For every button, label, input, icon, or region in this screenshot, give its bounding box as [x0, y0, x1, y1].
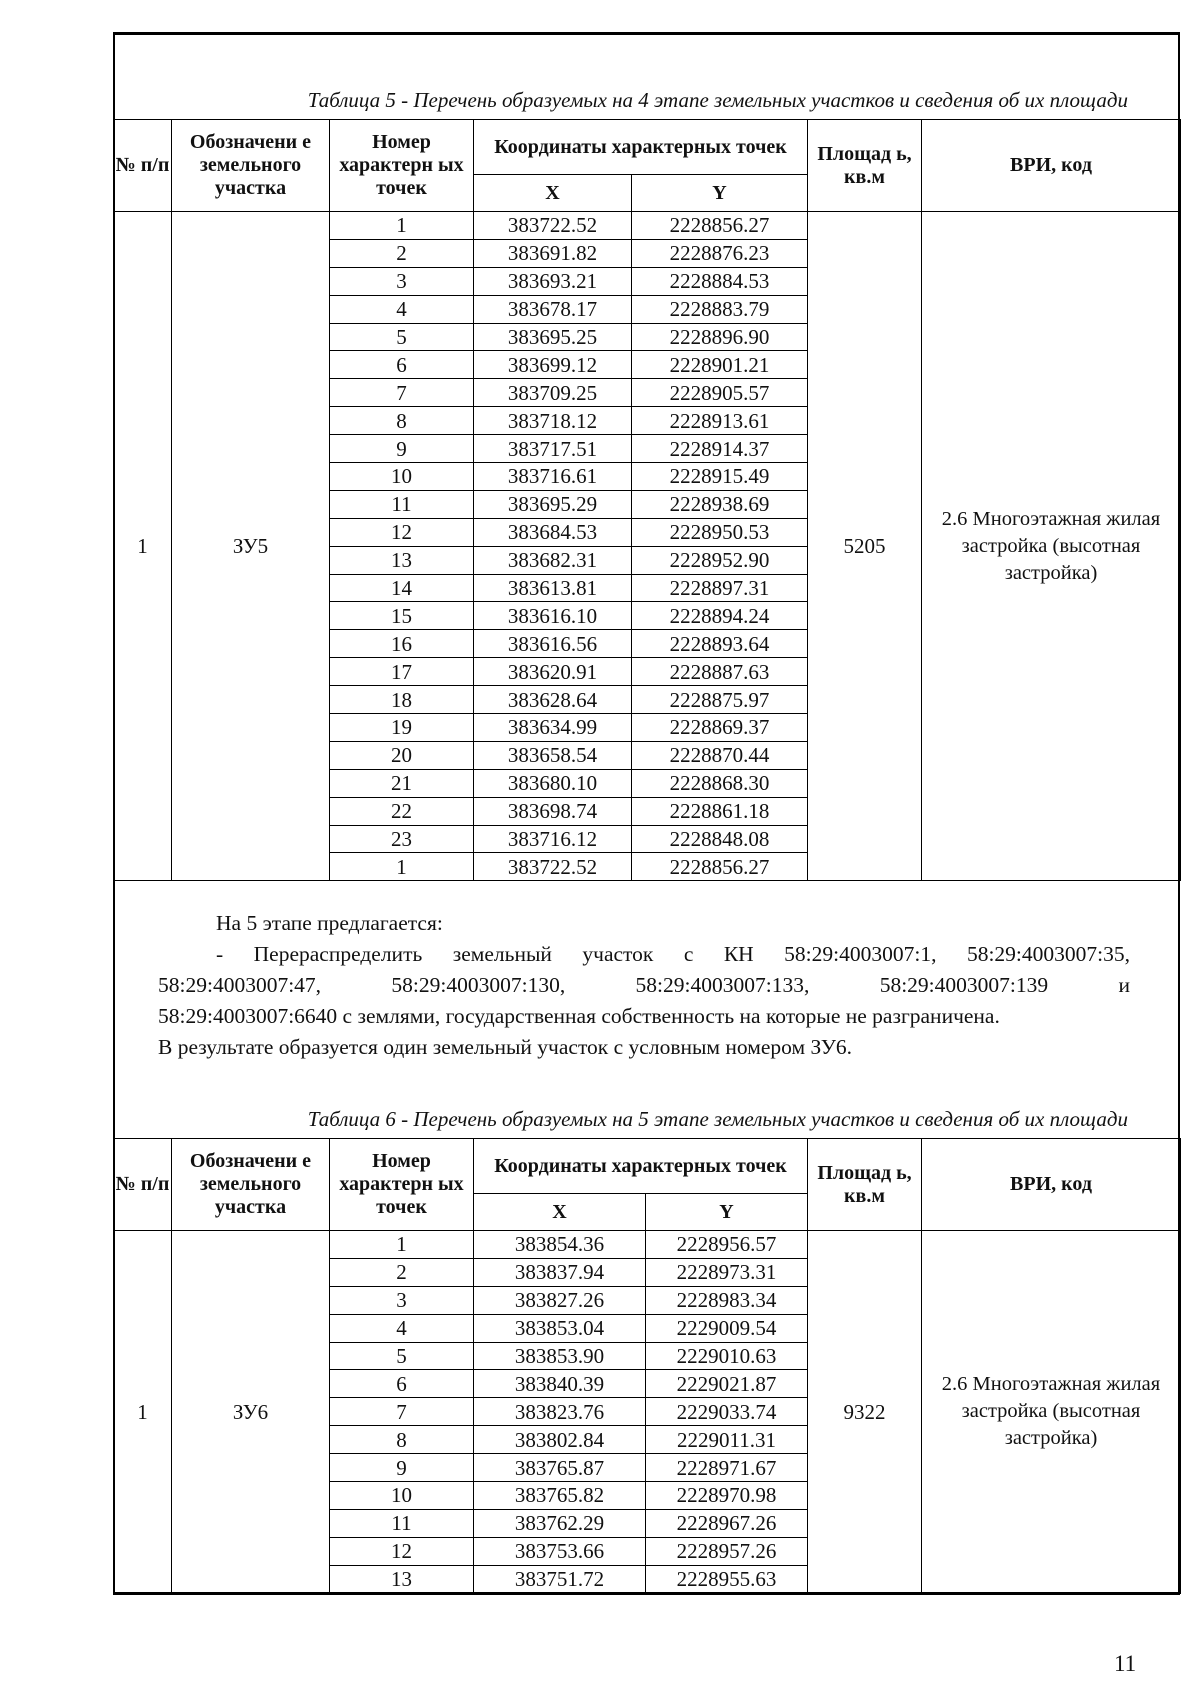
point-number-cell: 11 — [330, 490, 474, 518]
table5-body — [114, 212, 1181, 881]
point-number-cell: 5 — [330, 1342, 474, 1370]
header-vri: ВРИ, код — [922, 120, 1181, 212]
coord-x-cell: 383853.04 — [474, 1314, 646, 1342]
point-number-cell: 10 — [330, 463, 474, 491]
point-number-cell: 1 — [330, 1231, 474, 1259]
point-number-cell: 22 — [330, 797, 474, 825]
point-number-cell: 11 — [330, 1509, 474, 1537]
point-number-cell: 14 — [330, 574, 474, 602]
point-number-cell: 13 — [330, 546, 474, 574]
point-number-cell: 1 — [330, 853, 474, 881]
stage5-line4: В результате образуется один земельный участок с условным номером ЗУ6. — [158, 1035, 853, 1059]
coord-y-cell: 2229033.74 — [646, 1398, 808, 1426]
coord-x-cell: 383613.81 — [474, 574, 632, 602]
point-number-cell: 4 — [330, 1314, 474, 1342]
table-row — [114, 212, 1181, 240]
coord-x-cell: 383837.94 — [474, 1258, 646, 1286]
coord-x-cell: 383684.53 — [474, 518, 632, 546]
header-area: Площад ь, кв.м — [808, 1139, 922, 1231]
coord-x-cell: 383717.51 — [474, 435, 632, 463]
header-point-number: Номер характерн ых точек — [330, 1139, 474, 1231]
coord-x-cell: 383751.72 — [474, 1565, 646, 1593]
coord-y-cell: 2228983.34 — [646, 1286, 808, 1314]
coord-x-cell: 383620.91 — [474, 658, 632, 686]
coord-y-cell: 2228848.08 — [632, 825, 808, 853]
stage5-intro: На 5 этапе предлагается: — [216, 911, 443, 935]
point-number-cell: 10 — [330, 1482, 474, 1510]
table6 — [113, 1138, 1181, 1594]
point-number-cell: 9 — [330, 435, 474, 463]
point-number-cell: 21 — [330, 769, 474, 797]
coord-y-cell: 2228905.57 — [632, 379, 808, 407]
coord-x-cell: 383765.87 — [474, 1454, 646, 1482]
coord-x-cell: 383691.82 — [474, 239, 632, 267]
parcel-area: 5205 — [808, 212, 922, 881]
parcel-vri: 2.6 Многоэтажная жилая застройка (высотная застройка) — [922, 212, 1181, 881]
page-number: 11 — [1114, 1651, 1137, 1676]
header-x: X — [474, 175, 632, 212]
point-number-cell: 12 — [330, 1537, 474, 1565]
coord-y-cell: 2228973.31 — [646, 1258, 808, 1286]
point-number-cell: 2 — [330, 239, 474, 267]
coord-x-cell: 383693.21 — [474, 267, 632, 295]
header-y: Y — [632, 175, 808, 212]
table-row — [114, 1231, 1181, 1259]
header-designation: Обозначени е земельного участка — [172, 1139, 330, 1231]
stage5-line3: 58:29:4003007:6640 с землями, государственная собственность на которые не разграничена. — [158, 1004, 1000, 1028]
coord-x-cell: 383678.17 — [474, 295, 632, 323]
point-number-cell: 23 — [330, 825, 474, 853]
header-designation: Обозначени е земельного участка — [172, 120, 330, 212]
stage5-text — [158, 908, 1130, 1063]
coord-y-cell: 2228869.37 — [632, 714, 808, 742]
coord-y-cell: 2228956.57 — [646, 1231, 808, 1259]
coord-y-cell: 2228952.90 — [632, 546, 808, 574]
coord-y-cell: 2229010.63 — [646, 1342, 808, 1370]
coord-x-cell: 383802.84 — [474, 1426, 646, 1454]
coord-y-cell: 2228957.26 — [646, 1537, 808, 1565]
point-number-cell: 8 — [330, 407, 474, 435]
point-number-cell: 9 — [330, 1454, 474, 1482]
coord-y-cell: 2228955.63 — [646, 1565, 808, 1593]
coord-x-cell: 383840.39 — [474, 1370, 646, 1398]
point-number-cell: 17 — [330, 658, 474, 686]
point-number-cell: 19 — [330, 714, 474, 742]
coord-y-cell: 2228893.64 — [632, 630, 808, 658]
point-number-cell: 3 — [330, 267, 474, 295]
parcel-vri: 2.6 Многоэтажная жилая застройка (высотная застройка) — [922, 1231, 1181, 1594]
coord-y-cell: 2228897.31 — [632, 574, 808, 602]
parcel-designation: ЗУ5 — [172, 212, 330, 881]
stage5-line1: - Перераспределить земельный участок с КН 58:29:4003007:1, 58:29:4003007:35, — [216, 942, 1130, 966]
coord-x-cell: 383753.66 — [474, 1537, 646, 1565]
parcel-designation: ЗУ6 — [172, 1231, 330, 1594]
coord-x-cell: 383823.76 — [474, 1398, 646, 1426]
coord-x-cell: 383698.74 — [474, 797, 632, 825]
coord-y-cell: 2228861.18 — [632, 797, 808, 825]
coord-x-cell: 383716.12 — [474, 825, 632, 853]
coord-y-cell: 2228883.79 — [632, 295, 808, 323]
coord-x-cell: 383718.12 — [474, 407, 632, 435]
coord-y-cell: 2228868.30 — [632, 769, 808, 797]
coord-y-cell: 2228950.53 — [632, 518, 808, 546]
parcel-area: 9322 — [808, 1231, 922, 1594]
coord-y-cell: 2228967.26 — [646, 1509, 808, 1537]
point-number-cell: 5 — [330, 323, 474, 351]
coord-y-cell: 2228876.23 — [632, 239, 808, 267]
coord-y-cell: 2228887.63 — [632, 658, 808, 686]
coord-y-cell: 2228971.67 — [646, 1454, 808, 1482]
header-num: № п/п — [114, 120, 172, 212]
coord-x-cell: 383628.64 — [474, 686, 632, 714]
header-y: Y — [646, 1194, 808, 1231]
coord-y-cell: 2228915.49 — [632, 463, 808, 491]
coord-x-cell: 383695.25 — [474, 323, 632, 351]
coord-y-cell: 2228914.37 — [632, 435, 808, 463]
coord-x-cell: 383682.31 — [474, 546, 632, 574]
coord-x-cell: 383680.10 — [474, 769, 632, 797]
coord-x-cell: 383634.99 — [474, 714, 632, 742]
coord-x-cell: 383616.10 — [474, 602, 632, 630]
header-x: X — [474, 1194, 646, 1231]
coord-y-cell: 2228856.27 — [632, 853, 808, 881]
point-number-cell: 7 — [330, 1398, 474, 1426]
coord-y-cell: 2228901.21 — [632, 351, 808, 379]
coord-y-cell: 2228913.61 — [632, 407, 808, 435]
point-number-cell: 13 — [330, 1565, 474, 1593]
point-number-cell: 18 — [330, 686, 474, 714]
point-number-cell: 7 — [330, 379, 474, 407]
coord-y-cell: 2228938.69 — [632, 490, 808, 518]
header-coordinates: Координаты характерных точек — [474, 1139, 808, 1194]
stage5-line2: 58:29:4003007:47, 58:29:4003007:130, 58:29:4003007:133, 58:29:4003007:139 и — [158, 973, 1130, 997]
coord-y-cell: 2228884.53 — [632, 267, 808, 295]
coord-y-cell: 2229021.87 — [646, 1370, 808, 1398]
header-point-number: Номер характерн ых точек — [330, 120, 474, 212]
table5 — [113, 119, 1181, 881]
coord-x-cell: 383658.54 — [474, 741, 632, 769]
coord-x-cell: 383722.52 — [474, 853, 632, 881]
header-vri: ВРИ, код — [922, 1139, 1181, 1231]
coord-y-cell: 2229011.31 — [646, 1426, 808, 1454]
coord-x-cell: 383762.29 — [474, 1509, 646, 1537]
point-number-cell: 4 — [330, 295, 474, 323]
point-number-cell: 12 — [330, 518, 474, 546]
point-number-cell: 2 — [330, 1258, 474, 1286]
coord-x-cell: 383716.61 — [474, 463, 632, 491]
point-number-cell: 16 — [330, 630, 474, 658]
coord-x-cell: 383722.52 — [474, 212, 632, 240]
coord-x-cell: 383699.12 — [474, 351, 632, 379]
coord-y-cell: 2229009.54 — [646, 1314, 808, 1342]
coord-x-cell: 383853.90 — [474, 1342, 646, 1370]
coord-x-cell: 383709.25 — [474, 379, 632, 407]
point-number-cell: 6 — [330, 1370, 474, 1398]
table5-caption: Таблица 5 - Перечень образуемых на 4 этапе земельных участков и сведения об их площади — [307, 88, 1128, 112]
point-number-cell: 1 — [330, 212, 474, 240]
table6-body — [114, 1231, 1181, 1594]
coord-y-cell: 2228870.44 — [632, 741, 808, 769]
coord-y-cell: 2228894.24 — [632, 602, 808, 630]
point-number-cell: 15 — [330, 602, 474, 630]
point-number-cell: 20 — [330, 741, 474, 769]
coord-x-cell: 383695.29 — [474, 490, 632, 518]
coord-y-cell: 2228896.90 — [632, 323, 808, 351]
header-num: № п/п — [114, 1139, 172, 1231]
coord-y-cell: 2228875.97 — [632, 686, 808, 714]
point-number-cell: 3 — [330, 1286, 474, 1314]
coord-x-cell: 383616.56 — [474, 630, 632, 658]
coord-x-cell: 383827.26 — [474, 1286, 646, 1314]
point-number-cell: 8 — [330, 1426, 474, 1454]
row-num: 1 — [114, 212, 172, 881]
table6-caption: Таблица 6 - Перечень образуемых на 5 этапе земельных участков и сведения об их площади — [307, 1107, 1128, 1131]
point-number-cell: 6 — [330, 351, 474, 379]
header-coordinates: Координаты характерных точек — [474, 120, 808, 175]
coord-x-cell: 383765.82 — [474, 1482, 646, 1510]
header-area: Площад ь, кв.м — [808, 120, 922, 212]
row-num: 1 — [114, 1231, 172, 1594]
coord-y-cell: 2228856.27 — [632, 212, 808, 240]
coord-x-cell: 383854.36 — [474, 1231, 646, 1259]
coord-y-cell: 2228970.98 — [646, 1482, 808, 1510]
